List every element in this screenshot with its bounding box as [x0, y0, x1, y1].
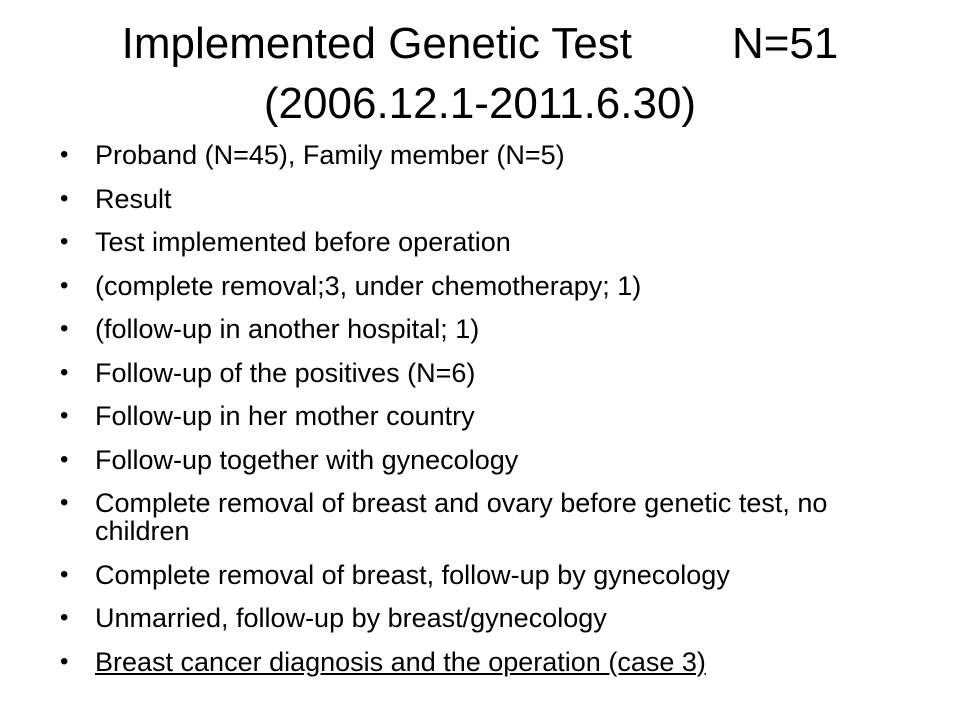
bullet-text: Follow-up in her mother country [95, 401, 475, 431]
bullet-dot: • [60, 141, 69, 168]
bullet-item-underlined [60, 648, 900, 676]
bullet-item [60, 228, 900, 256]
bullet-text: Result [95, 183, 172, 214]
bullet-item [60, 489, 900, 545]
bullet-dot: • [60, 402, 69, 429]
bullet-text: (follow-up in another hospital; 1) [95, 314, 480, 344]
title-main: Implemented Genetic Test [121, 19, 632, 68]
bullet-dot: • [60, 647, 69, 675]
bullet-item [60, 272, 900, 300]
bullet-item [60, 141, 900, 169]
bullet-dot: • [60, 184, 69, 212]
bullet-item [60, 561, 900, 589]
bullet-text: Complete removal of breast and ovary before genetic test, no children [95, 488, 828, 546]
bullet-text: (complete removal;3, under chemotherapy; 1) [95, 270, 642, 301]
title-date-range: (2006.12.1-2011.6.30) [263, 79, 697, 128]
bullet-dot: • [60, 445, 69, 473]
bullet-dot: • [60, 271, 69, 299]
slide-title [40, 14, 920, 134]
bullet-item [60, 402, 900, 430]
bullet-item [60, 604, 900, 632]
title-count: N=51 [731, 19, 839, 68]
bullet-dot: • [60, 358, 69, 386]
bullet-item [60, 185, 900, 213]
bullet-item [60, 446, 900, 474]
bullet-text: Proband (N=45), Family member (N=5) [95, 140, 565, 170]
bullet-item [60, 315, 900, 343]
bullet-list [60, 141, 900, 691]
bullet-text: Breast cancer diagnosis and the operation (case 3) [95, 646, 706, 677]
bullet-dot: • [60, 228, 69, 255]
bullet-dot: • [60, 315, 69, 342]
title-line-1 [40, 14, 920, 74]
bullet-text: Complete removal of breast, follow-up by gynecology [95, 559, 730, 590]
bullet-text: Test implemented before operation [95, 227, 511, 257]
bullet-dot: • [60, 560, 69, 588]
bullet-text: Follow-up of the positives (N=6) [95, 357, 476, 388]
bullet-text: Follow-up together with gynecology [95, 444, 519, 475]
bullet-text: Unmarried, follow-up by breast/gynecology [95, 603, 607, 633]
bullet-dot: • [60, 604, 69, 631]
bullet-item [60, 359, 900, 387]
bullet-dot: • [60, 489, 69, 516]
